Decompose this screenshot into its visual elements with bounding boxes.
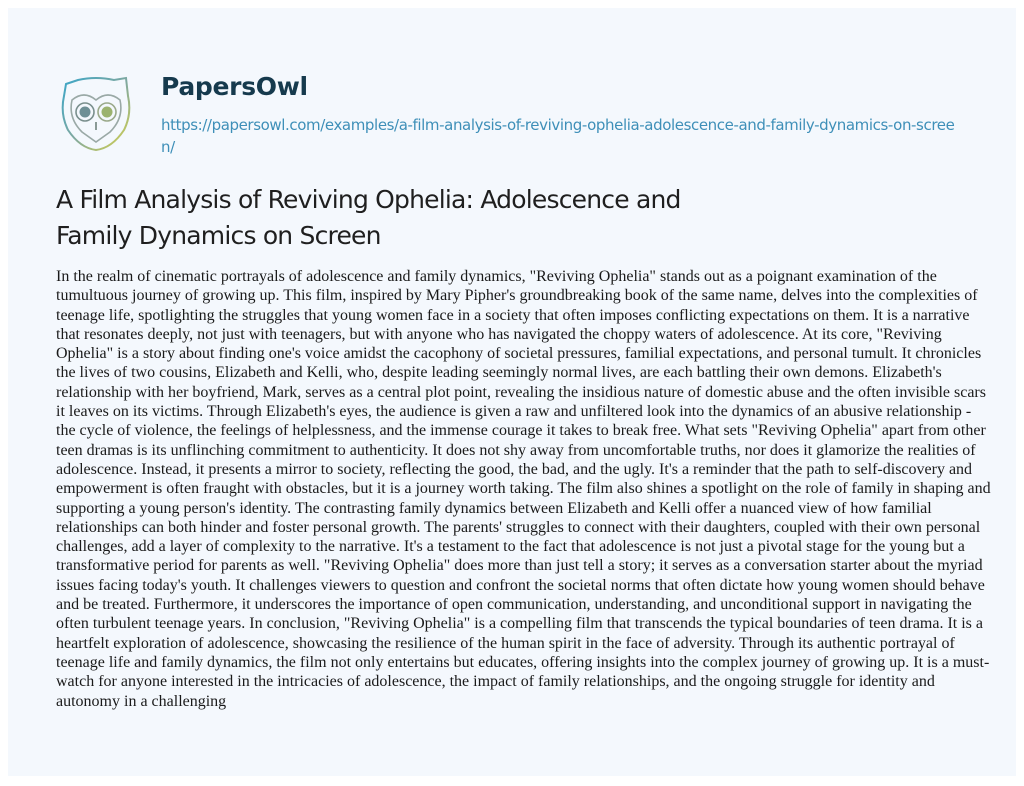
article-title: A Film Analysis of Reviving Ophelia: Adolescence and Family Dynamics on Screen — [56, 185, 681, 250]
owl-logo-icon — [58, 74, 134, 154]
article-body: In the realm of cinematic portrayals of adolescence and family dynamics, "Reviving Ophelia" stands out as a poignant examination of the tumultuous journey of growing up. This film, inspired by Mary Pipher's groundbreaking book of the same name, delves into the complexities of teenage life, spotlighting the struggles that young women face in a society that often imposes conflicting expectations on them. It is a narrative that resonates deeply, not just with teenagers, but with anyone who has navigated the choppy waters of adolescence. At its core, "Reviving Ophelia" is a story about finding one's voice amidst the cacophony of societal pressures, familial expectations, and personal tumult. It chronicles the lives of two cousins, Elizabeth and Kelli, who, despite leading seemingly normal lives, are each battling their own demons. Elizabeth's relationship with her boyfriend, Mark, serves as a central plot point, revealing the insidious nature of domestic abuse and the often invisible scars it leaves on its victims. Through Elizabeth's eyes, the audience is given a raw and unfiltered look into the dynamics of an abusive relationship - the cycle of violence, the feelings of helplessness, and the immense courage it takes to break free. What sets "Reviving Ophelia" apart from other teen dramas is its unflinching commitment to authenticity. It does not shy away from uncomfortable truths, nor does it glamorize the realities of adolescence. Instead, it presents a mirror to society, reflecting the good, the bad, and the ugly. It's a reminder that the path to self-discovery and empowerment is often fraught with obstacles, but it is a journey worth taking. The film also shines a spotlight on the role of family in shaping and supporting a young person's identity. The contrasting family dynamics between Elizabeth and Kelli offer a nuanced view of how familial relationships can both hinder and foster personal growth. The parents' struggles to connect with their daughters, coupled with their own personal challenges, add a layer of complexity to the narrative. It's a testament to the fact that adolescence is not just a pivotal stage for the young but a transformative period for parents as well. "Reviving Ophelia" does more than just tell a story; it serves as a conversation starter about the myriad issues facing today's youth. It challenges viewers to question and confront the societal norms that often dictate how young women should behave and be treated. Furthermore, it underscores the importance of open communication, understanding, and unconditional support in navigating the often turbulent teenage years. In conclusion, "Reviving Ophelia" is a compelling film that transcends the typical boundaries of teen drama. It is a heartfelt exploration of adolescence, showcasing the resilience of the human spirit in the face of adversity. Through its authentic portrayal of teenage life and family dynamics, the film not only entertains but educates, offering insights into the complex journey of growing up. It is a must-watch for anyone interested in the intricacies of adolescence, the impact of family relationships, and the ongoing struggle for identity and autonomy in a challenging — [56, 268, 991, 710]
brand-name: PapersOwl — [161, 72, 308, 101]
source-url-link[interactable]: https://papersowl.com/examples/a-film-analysis-of-reviving-ophelia-adolescence-and-family-dynamics-on-screen/ — [161, 116, 955, 156]
document-card — [8, 8, 1016, 776]
